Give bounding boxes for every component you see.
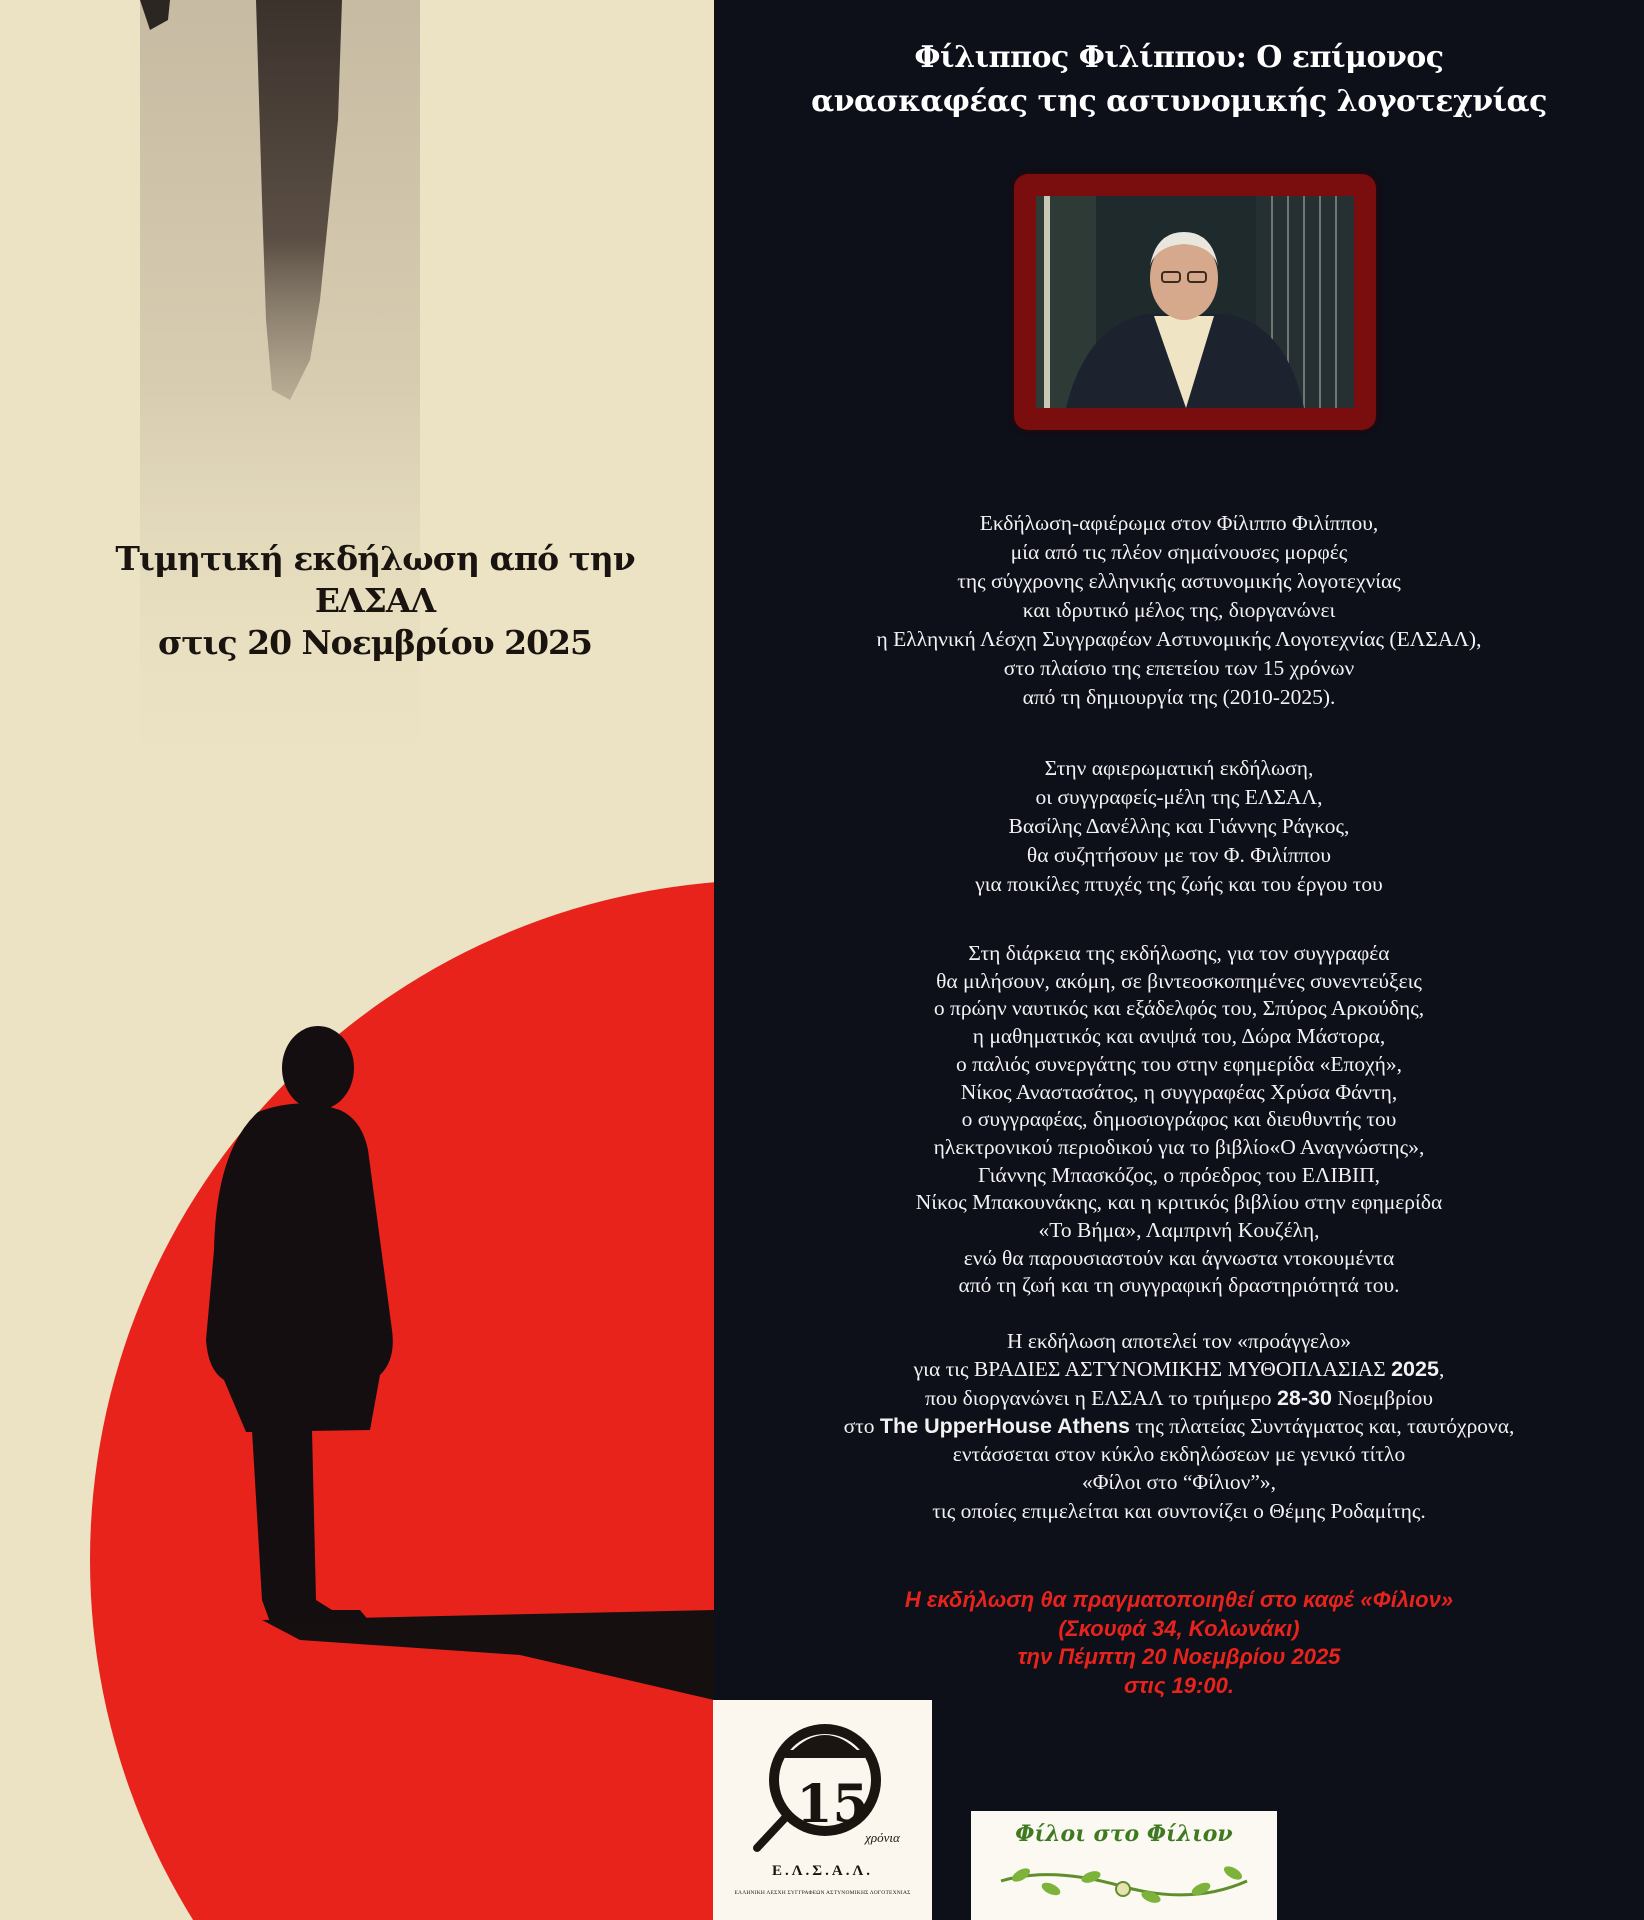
discussion-paragraph [714,754,1644,899]
prelude-line [714,1384,1644,1412]
prelude-text: της πλατείας Συντάγματος και, ταυτόχρονα, [1130,1413,1515,1438]
left-artwork [0,0,714,1920]
interviews-line: «Το Βήμα», Λαμπρινή Κουζέλη, [1038,1218,1320,1243]
interviews-line: ο πρώην ναυτικός και εξάδελφός του, Σπύρος Αρκούδης, [933,996,1425,1021]
venue-line: Η εκδήλωση θα πραγματοποιηθεί στο καφέ «Φίλιον» [904,1587,1454,1612]
interviews-line: Γιάννης Μπασκόζος, ο πρόεδρος του ΕΛΙΒΙΠ, [977,1162,1381,1187]
left-title-line1: Τιμητική εκδήλωση από την ΕΛΣΑΛ [115,539,635,620]
intro-paragraph [714,509,1644,712]
prelude-line: «Φίλοι στο “Φίλιον”», [1081,1470,1277,1495]
filion-text: Φίλοι στο Φίλιον [1015,1821,1233,1847]
interviews-line: Νίκος Μπακουνάκης, και η κριτικός βιβλίου στην εφημερίδα [915,1190,1443,1215]
interviews-line: ο συγγραφέας, δημοσιογράφος και διευθυντής του [961,1107,1397,1132]
interviews-line: ηλεκτρονικού περιοδικού για το βιβλίο«Ο Αναγνώστης», [933,1134,1425,1159]
prelude-text: που διοργανώνει η ΕΛΣΑΛ το τριήμερο [925,1385,1277,1410]
heading-line1: Φίλιππος Φιλίππου: Ο επίμονος [914,40,1444,75]
venue-line: την Πέμπτη 20 Νοεμβρίου 2025 [1017,1644,1341,1669]
prelude-line [714,1412,1644,1440]
interviews-line: Στη διάρκεια της εκδήλωσης, για τον συγγραφέα [968,941,1390,965]
portrait-illustration [1036,196,1354,408]
intro-line: Εκδήλωση-αφιέρωμα στον Φίλιππο Φιλίππου, [979,511,1379,535]
interviews-paragraph [714,940,1644,1300]
heading-line2: ανασκαφέας της αστυνομικής λογοτεχνίας [811,84,1547,119]
discussion-line: για ποικίλες πτυχές της ζωής και του έργου του [975,872,1383,896]
elsal-logo [713,1700,932,1920]
portrait-photo [1036,196,1354,408]
discussion-line: Στην αφιερωματική εκδήλωση, [1044,756,1314,780]
portrait-frame [1014,174,1376,430]
intro-line: μία από τις πλέον σημαίνουσες μορφές [1010,540,1348,564]
prelude-bold: 28-30 [1276,1385,1332,1410]
prelude-text: για τις ΒΡΑΔΙΕΣ ΑΣΤΥΝΟΜΙΚΗΣ ΜΥΘΟΠΛΑΣΙΑΣ [913,1357,1392,1382]
prelude-line: εντάσσεται στον κύκλο εκδηλώσεων με γενικό τίτλο [952,1442,1406,1467]
venue-line: (Σκουφά 34, Κολωνάκι) [1058,1615,1300,1641]
prelude-paragraph [714,1327,1644,1525]
interviews-line: ο παλιός συνεργάτης του στην εφημερίδα «Εποχή», [956,1051,1402,1076]
prelude-line: Η εκδήλωση αποτελεί τον «προάγγελο» [1006,1329,1352,1353]
discussion-line: Βασίλης Δανέλλης και Γιάννης Ράγκος, [1008,814,1350,838]
elsal-abbr: Ε.Λ.Σ.Α.Λ. [772,1863,873,1879]
prelude-text: Νοεμβρίου [1331,1385,1433,1410]
elsal-number: 15 [796,1774,869,1835]
intro-line: η Ελληνική Λέσχη Συγγραφέων Αστυνομικής Λογοτεχνίας (ΕΛΣΑΛ), [876,627,1482,651]
filion-logo [971,1811,1277,1920]
intro-line: από τη δημιουργία της (2010-2025). [1022,685,1336,709]
prelude-bold: The UpperHouse Athens [879,1413,1130,1438]
prelude-line: τις οποίες επιμελείται και συντονίζει ο Θέμης Ροδαμίτης. [932,1498,1426,1523]
interviews-line: η μαθηματικός και ανιψιά του, Δώρα Μάστορα, [972,1024,1386,1049]
discussion-line: οι συγγραφείς-μέλη της ΕΛΣΑΛ, [1035,785,1323,809]
venue-line: στις 19:00. [1124,1672,1234,1698]
left-title [60,538,690,664]
interviews-line: Νίκος Αναστασάτος, η συγγραφέας Χρύσα Φάντη, [960,1079,1398,1104]
prelude-line [714,1355,1644,1383]
elsal-fullname: ΕΛΛΗΝΙΚΗ ΛΕΣΧΗ ΣΥΓΓΡΑΦΕΩΝ ΑΣΤΥΝΟΜΙΚΗΣ ΛΟΓΟΤΕΧΝΙΑΣ [734,1890,911,1896]
artwork-svg [0,0,714,1920]
prelude-bold: 2025 [1391,1357,1439,1382]
discussion-line: θα συζητήσουν με τον Φ. Φιλίππου [1026,843,1332,867]
interviews-line: ενώ θα παρουσιαστούν και άγνωστα ντοκουμέντα [963,1245,1395,1270]
heading [714,36,1644,124]
left-title-line2: στις 20 Νοεμβρίου 2025 [158,623,592,662]
intro-line: της σύγχρονης ελληνικής αστυνομικής λογοτεχνίας [957,569,1401,593]
interviews-line: θα μιλήσουν, ακόμη, σε βιντεοσκοπημένες συνεντεύξεις [936,968,1422,993]
intro-line: και ιδρυτικό μέλος της, διοργανώνει [1022,598,1336,622]
interviews-line: από τη ζωή και τη συγγραφική δραστηριότητά του. [958,1273,1400,1298]
venue-info [714,1586,1644,1700]
elsal-years: χρόνια [865,1830,900,1845]
intro-line: στο πλαίσιο της επετείου των 15 χρόνων [1003,656,1355,680]
prelude-text: στο [843,1413,880,1438]
prelude-text: , [1438,1357,1445,1382]
